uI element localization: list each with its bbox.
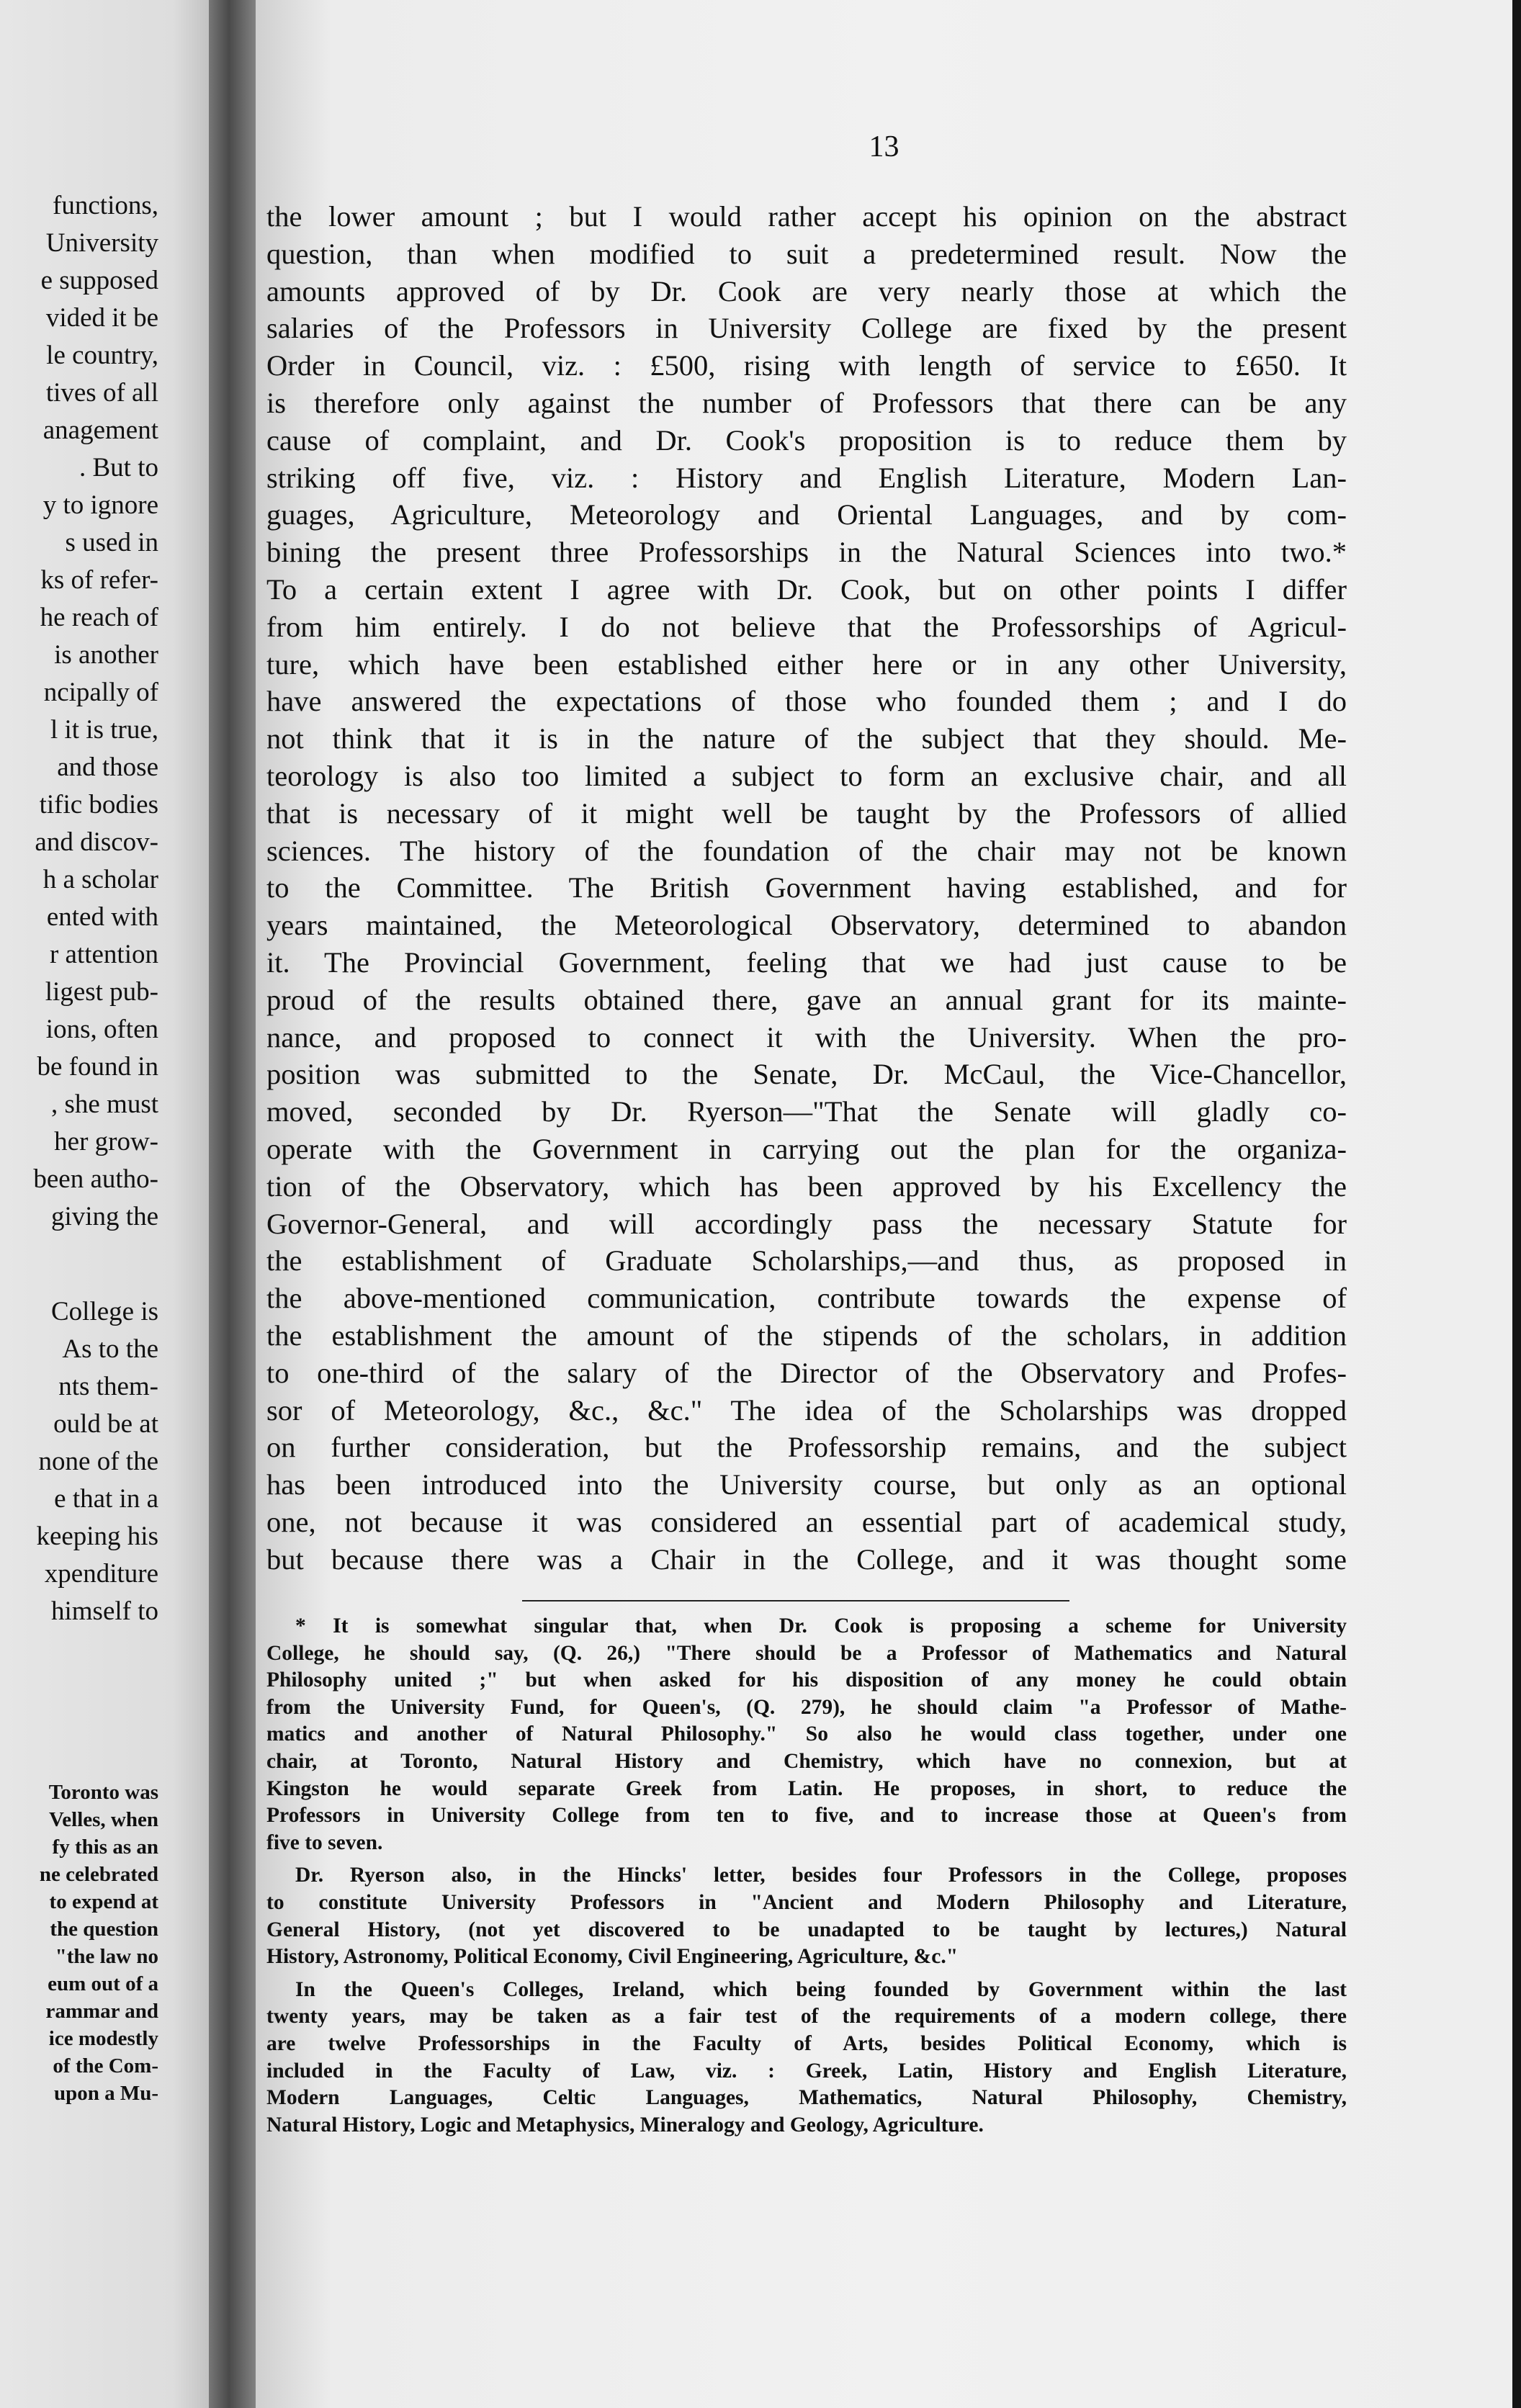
footnote-line: Philosophy united ;" but when asked for his disposition of any money he could obtain bbox=[266, 1668, 1347, 1692]
footnote-line: five to seven. bbox=[266, 1830, 383, 1854]
footnote-line: Natural History, Logic and Metaphysics, Mineralogy and Geology, Agriculture. bbox=[266, 2113, 984, 2137]
left-page-footnote-line: "the law no bbox=[55, 1945, 158, 1968]
left-page-line: ks of refer- bbox=[40, 565, 158, 595]
left-page-line: r attention bbox=[49, 940, 158, 969]
body-line: question, than when modified to suit a predetermined result. Now the bbox=[266, 237, 1347, 270]
body-line: salaries of the Professors in University College are fixed by the present bbox=[266, 312, 1347, 345]
left-page-footnote-line: the question bbox=[50, 1918, 158, 1941]
left-page-line: and discov- bbox=[35, 827, 158, 857]
left-page-line: , she must bbox=[50, 1090, 158, 1119]
left-page-footnote-line: eum out of a bbox=[48, 1972, 158, 1995]
page bbox=[256, 0, 1512, 2408]
left-page-line: tives of all bbox=[45, 378, 158, 408]
footnote-line: twenty years, may be taken as a fair test of the requirements of a modern college, there bbox=[266, 2005, 1347, 2029]
body-line: position was submitted to the Senate, Dr. McCaul, the Vice-Chancellor, bbox=[266, 1058, 1347, 1091]
body-line: operate with the Government in carrying out the plan for the organiza- bbox=[266, 1132, 1347, 1165]
body-line: to the Committee. The British Government having established, and for bbox=[266, 871, 1347, 904]
left-page-line: ligest pub- bbox=[45, 977, 158, 1007]
left-page-line: functions, bbox=[53, 191, 158, 220]
left-page-line: is another bbox=[54, 640, 158, 670]
left-page-line: be found in bbox=[37, 1052, 158, 1082]
body-line: teorology is also too limited a subject to form an exclusive chair, and all bbox=[266, 759, 1347, 792]
footnote-line: College, he should say, (Q. 26,) "There should be a Professor of Mathematics and Natural bbox=[266, 1641, 1347, 1665]
left-page-line: y to ignore bbox=[42, 490, 158, 520]
footnote-line: General History, (not yet discovered to be unadapted to be taught by lectures,) Natural bbox=[266, 1918, 1347, 1941]
body-line: moved, seconded by Dr. Ryerson—"That the Senate will gladly co- bbox=[266, 1095, 1347, 1128]
left-page-line: e that in a bbox=[54, 1484, 158, 1514]
left-page-footnote-line: upon a Mu- bbox=[53, 2082, 158, 2105]
left-page-line: ions, often bbox=[45, 1015, 158, 1044]
left-page-line: University bbox=[45, 228, 158, 258]
left-page-line: been autho- bbox=[33, 1164, 158, 1194]
body-line: the establishment of Graduate Scholarships,—and thus, as proposed in bbox=[266, 1244, 1347, 1277]
left-page-line: ented with bbox=[46, 902, 158, 932]
body-line: the establishment the amount of the stipends of the scholars, in addition bbox=[266, 1318, 1347, 1352]
body-line: but because there was a Chair in the College, and it was thought some bbox=[266, 1542, 1347, 1576]
footnote-line: History, Astronomy, Political Economy, Civil Engineering, Agriculture, &c." bbox=[266, 1945, 959, 1969]
body-line: the lower amount ; but I would rather accept his opinion on the abstract bbox=[266, 200, 1347, 233]
left-page-line: vided it be bbox=[45, 303, 158, 333]
left-page-line: s used in bbox=[65, 528, 158, 557]
footnote-line: Modern Languages, Celtic Languages, Mathematics, Natural Philosophy, Chemistry, bbox=[266, 2086, 1347, 2110]
left-page-line: College is bbox=[50, 1297, 158, 1326]
body-line: that is necessary of it might well be taught by the Professors of allied bbox=[266, 796, 1347, 830]
footnote-line: Dr. Ryerson also, in the Hincks' letter, besides four Professors in the College, proposes bbox=[295, 1864, 1347, 1887]
left-page-line: and those bbox=[57, 752, 158, 782]
left-page-line: le country, bbox=[46, 341, 158, 370]
body-line: have answered the expectations of those who founded them ; and I do bbox=[266, 685, 1347, 718]
left-page-footnote-line: Toronto was bbox=[48, 1781, 158, 1804]
body-line: To a certain extent I agree with Dr. Cook, but on other points I differ bbox=[266, 572, 1347, 606]
body-line: is therefore only against the number of Professors that there can be any bbox=[266, 386, 1347, 419]
footnotes bbox=[266, 1613, 1347, 2144]
footnote-paragraph bbox=[266, 1862, 1347, 1970]
left-page-line: none of the bbox=[38, 1447, 158, 1476]
left-page-footnote-line: Velles, when bbox=[49, 1808, 158, 1831]
footnote-line: from the University Fund, for Queen's, (Q. 279), he should claim "a Professor of Mathe- bbox=[266, 1695, 1347, 1719]
left-page-footnote-line: of the Com- bbox=[53, 2054, 158, 2077]
footnote-line: In the Queen's Colleges, Ireland, which being founded by Government within the last bbox=[295, 1977, 1347, 2001]
left-page-footnote bbox=[0, 1779, 158, 2107]
footnote-rule bbox=[522, 1600, 1069, 1601]
body-line: striking off five, viz. : History and English Literature, Modern Lan- bbox=[266, 461, 1347, 494]
body-line: bining the present three Professorships in the Natural Sciences into two.* bbox=[266, 536, 1347, 569]
footnote-line: Kingston he would separate Greek from Latin. He proposes, in short, to reduce the bbox=[266, 1776, 1347, 1800]
body-line: years maintained, the Meteorological Observatory, determined to abandon bbox=[266, 909, 1347, 942]
body-line: not think that it is in the nature of the subject that they should. Me- bbox=[266, 722, 1347, 755]
page-number: 13 bbox=[869, 130, 899, 163]
left-page-line: her grow- bbox=[54, 1127, 158, 1156]
body-line: guages, Agriculture, Meteorology and Oriental Languages, and by com- bbox=[266, 498, 1347, 531]
book-gutter bbox=[209, 0, 259, 2408]
body-line: to one-third of the salary of the Director of the Observatory and Profes- bbox=[266, 1356, 1347, 1389]
body-line: amounts approved of by Dr. Cook are very nearly those at which the bbox=[266, 274, 1347, 307]
left-page-footnote-line: ne celebrated bbox=[39, 1863, 158, 1886]
body-line: Governor-General, and will accordingly pass the necessary Statute for bbox=[266, 1207, 1347, 1240]
left-page-line: ould be at bbox=[53, 1409, 158, 1439]
body-line: sciences. The history of the foundation of the chair may not be known bbox=[266, 834, 1347, 867]
body-line: has been introduced into the University course, but only as an optional bbox=[266, 1468, 1347, 1501]
left-page-line: xpenditure bbox=[44, 1559, 158, 1589]
body-line: proud of the results obtained there, gave an annual grant for its mainte- bbox=[266, 983, 1347, 1016]
left-page-footnote-line: ice modestly bbox=[48, 2027, 158, 2050]
body-line: cause of complaint, and Dr. Cook's proposition is to reduce them by bbox=[266, 423, 1347, 457]
left-page-line: As to the bbox=[62, 1334, 158, 1364]
left-page-line: . But to bbox=[79, 453, 158, 482]
body-line: ture, which have been established either here or in any other University, bbox=[266, 647, 1347, 680]
left-page-line: l it is true, bbox=[50, 715, 158, 745]
left-page-footnote-line: fy this as an bbox=[52, 1836, 158, 1859]
body-line: the above-mentioned communication, contribute towards the expense of bbox=[266, 1282, 1347, 1315]
footnote-line: chair, at Toronto, Natural History and Chemistry, which have no connexion, but at bbox=[266, 1749, 1347, 1773]
footnote-line: matics and another of Natural Philosophy." So also he would class together, under one bbox=[266, 1722, 1347, 1746]
left-page-line: he reach of bbox=[40, 603, 158, 632]
left-page-line: ncipally of bbox=[43, 678, 158, 707]
left-page-fragment bbox=[0, 0, 216, 2408]
body-line: it. The Provincial Government, feeling that we had just cause to be bbox=[266, 945, 1347, 979]
body-line: one, not because it was considered an essential part of academical study, bbox=[266, 1505, 1347, 1538]
body-line: sor of Meteorology, &c., &c." The idea of the Scholarships was dropped bbox=[266, 1393, 1347, 1427]
footnote-paragraph bbox=[266, 1977, 1347, 2139]
body-line: from him entirely. I do not believe that the Professorships of Agricul- bbox=[266, 610, 1347, 643]
footnote-line: to constitute University Professors in "Ancient and Modern Philosophy and Literature, bbox=[266, 1890, 1347, 1914]
body-line: Order in Council, viz. : £500, rising with length of service to £650. It bbox=[266, 349, 1347, 382]
left-page-line: tific bodies bbox=[39, 790, 158, 819]
left-page-line: himself to bbox=[50, 1596, 158, 1626]
footnote-paragraph bbox=[266, 1613, 1347, 1856]
footnote-line: included in the Faculty of Law, viz. : Greek, Latin, History and English Literature, bbox=[266, 2059, 1347, 2083]
left-page-line: h a scholar bbox=[42, 865, 158, 894]
left-page-line: keeping his bbox=[36, 1522, 158, 1551]
left-page-footnote-line: to expend at bbox=[49, 1890, 158, 1913]
left-page-footnote-line: rammar and bbox=[45, 2000, 158, 2023]
left-page-gap bbox=[0, 1236, 158, 1293]
body-text bbox=[266, 198, 1347, 1578]
body-line: on further consideration, but the Professorship remains, and the subject bbox=[266, 1431, 1347, 1464]
footnote-line: are twelve Professorships in the Faculty of Arts, besides Political Economy, which is bbox=[266, 2031, 1347, 2055]
left-page-line: anagement bbox=[42, 415, 158, 445]
body-line: nance, and proposed to connect it with the University. When the pro- bbox=[266, 1020, 1347, 1054]
left-page-text-top bbox=[0, 187, 158, 1630]
footnote-line: * It is somewhat singular that, when Dr. Cook is proposing a scheme for University bbox=[295, 1614, 1347, 1637]
left-page-line: giving the bbox=[50, 1202, 158, 1231]
left-page-line: nts them- bbox=[58, 1372, 158, 1401]
body-line: tion of the Observatory, which has been approved by his Excellency the bbox=[266, 1169, 1347, 1203]
footnote-line: Professors in University College from ten to five, and to increase those at Queen's from bbox=[266, 1804, 1347, 1828]
left-page-line: e supposed bbox=[40, 266, 158, 295]
